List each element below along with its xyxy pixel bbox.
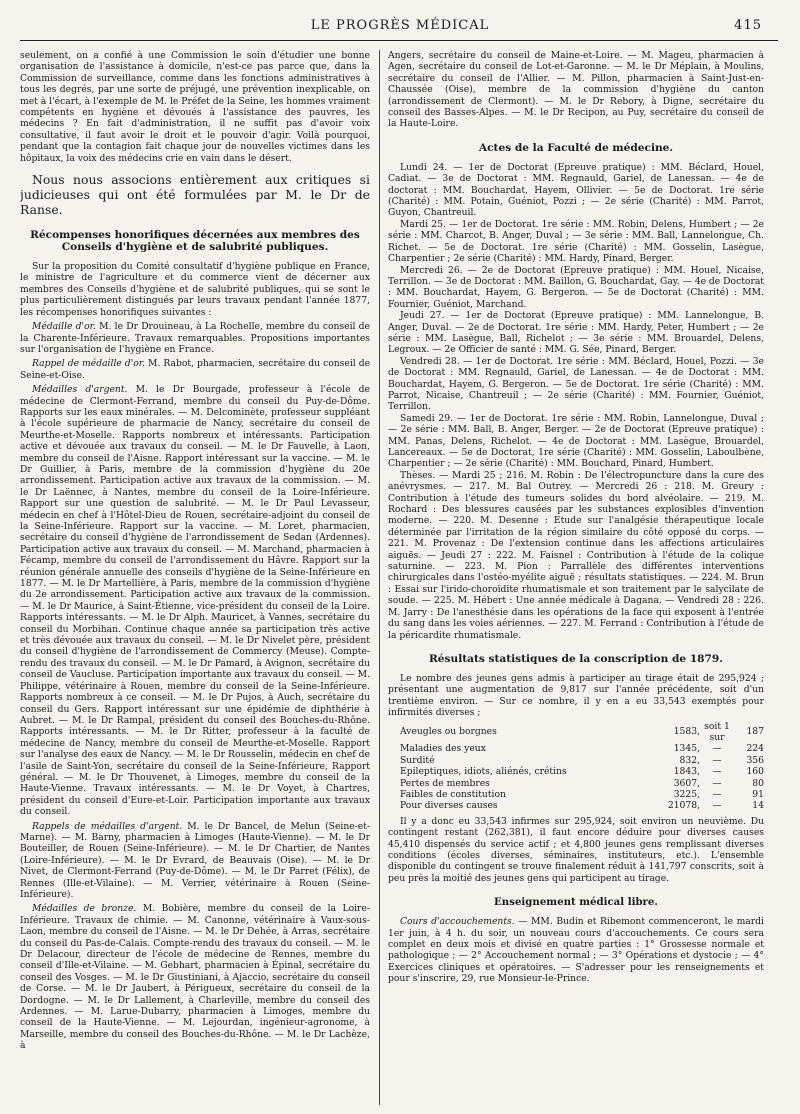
stat-label: Aveugles ou borgnes	[400, 726, 497, 738]
conscription-table	[388, 721, 764, 812]
stat-ratio-text: —	[712, 800, 722, 812]
stat-value: 1583,	[673, 726, 700, 738]
table-row	[388, 800, 764, 811]
conscription-section-title: Résultats statistiques de la conscription de 1879.	[428, 652, 723, 665]
medal-entry	[20, 384, 370, 817]
medal-title: Rappels de médailles d'argent.	[32, 820, 183, 832]
stat-value: 1345,	[673, 743, 700, 755]
faculty-day-entry: Mardi 25. — 1er de Doctorat. 1re série : MM. Robin, Delens, Humbert ; — 2e série : MM. Charcot, B. Anger, Duval ; — 3e série : MM. Ball, Lannelongue, Ch. Richet. — 5e de Doctorat. 1re série (Charité) : MM. Gosselin, Lasègue, Charpentier ; 2e série (Charité) : MM. Hardy, Pinard, Berger.	[388, 218, 764, 265]
table-row	[388, 766, 764, 777]
running-header	[0, 18, 800, 36]
page-number: 415	[734, 18, 762, 33]
awards-continuation: Angers, secrétaire du conseil de Maine-et-Loire. — M. Mageu, pharmacien à Agen, secrétaire du conseil de Lot-et-Garonne. — M. le Dr Méplain, à Moulins, secrétaire du conseil de l'Allier. — M. Pillon, pharmacien à Saint-Just-en-Chaussée (Oise), membre de la commission d'hygiène du canton (arrondissement de Clermont). — M. le Dr Rebory, à Digne, secrétaire du conseil des Basses-Alpes. — M. le Dr Recipon, au Puy, secrétaire du conseil de la Haute-Loire.	[388, 50, 764, 130]
stat-ratio-text: —	[712, 754, 722, 766]
theses-paragraph: Thèses. — Mardi 25 ; 216. M. Robin : De l'électropuncture dans la cure des anévrysmes. — 217. M. Bal Outrey. — Mercredi 26 : 218. M. Greury : Contribution à l'étude des tumeurs solides du bord alvéolaire. — 219. M. Rochard : Des blessures causées par les substances explosibles d'invention moderne. — 220. M. Desenne : Etude sur l'analgésie thérapeutique locale déterminée par l'irritation de la région similaire du côté opposé du corps. — 221. M. Provenaz : De l'extension continue dans les affections articulaires aiguës. — Jeudi 27 : 222. M. Faisnel : Contribution à l'étude de la colique saturnine. — 223. M. Pion : Parrallèle des différentes interventions chirurgicales dans l'ostéo-myélite aiguë ; résultats statistiques. — 224. M. Brun : Essai sur l'irido-choroïdite rhumatismale et son traitement par le salycilate de soude. — 225. M. Hébert : Une année médicale à Dagana. — Vendredi 28 : 226. M. Jarry : De l'anesthésie dans les opérations de la face qui exposent à l'entrée du sang dans les voies aériennes. — 227. M. Ferrand : Contribution à l'étude de la péricardite rhumatismale.	[388, 469, 764, 641]
medal-entry	[20, 321, 370, 355]
stat-label: Faibles de constitution	[400, 788, 506, 800]
stat-label: Epileptiques, idiots, aliénés, crétins	[400, 766, 567, 778]
table-row	[388, 721, 764, 744]
editorial-statement: Nous nous associons entièrement aux critiques si judicieuses qui ont été formulées par M. le Dr de Ranse.	[20, 172, 370, 218]
stat-ratio-text: —	[712, 743, 722, 755]
stat-ratio-text: —	[712, 777, 722, 789]
teaching-course-text: — MM. Budin et Ribemont commenceront, le mardi 1er juin, à 4 h. du soir, un nouveau cours d'accouchements. Ce cours sera complet en deux mois et divisé en quatre parties : 1° Grossesse normale et pathologique ; — 2° Accouchement normal ; — 3° Opérations et dystocie ; — 4° Exercices cliniques et opératoires. — S'adresser pour les renseignements et pour s'inscrire, 29, rue Monsieur-le-Prince.	[388, 916, 764, 985]
medal-title: Rappel de médaille d'or.	[32, 358, 146, 370]
stat-ratio-denominator: 91	[752, 788, 764, 800]
stat-ratio-denominator: 224	[746, 743, 764, 755]
stat-ratio-text: —	[712, 766, 722, 778]
faculty-schedule	[388, 162, 764, 470]
medals-list	[20, 321, 370, 1052]
stat-ratio-denominator: 80	[752, 777, 764, 789]
awards-section-title: Récompenses honorifiques décernées aux membres des Conseils d'hygiène et de salubrité publiques.	[30, 229, 360, 254]
medal-text: M. Bobière, membre du conseil de la Loire-Inférieure. Travaux de chimie. — M. Canonne, vétérinaire à Vaux-sous-Laon, membre du conseil de l'Aisne. — M. le Dr Dehée, à Arras, secrétaire du conseil du Pas-de-Calais. Compte-rendu des travaux du conseil. — M. le Dr Delacour, directeur de l'école de médecine de Rennes, membre du conseil d'Ille-et-Vilaine. — M. Gebhart, pharmacien à Épinal, secrétaire du conseil des Vosges. — M. le Dr Giustiniani, à Ajaccio, secrétaire du conseil de Corse. — M. le Dr Jaubert, à Périgueux, secrétaire du conseil de la Dordogne. — M. le Dr Lallement, à Charleville, membre du conseil des Ardennes. — M. Larue-Dubarry, pharmacien à Limoges, membre du conseil de la Haute-Vienne. — M. Lejourdan, ingénieur-agronome, à Marseille, membre du conseil des Bouches-du-Rhône. — M. le Dr Lachèze, à	[20, 903, 370, 1052]
table-row	[388, 778, 764, 789]
medal-entry	[20, 358, 370, 381]
stat-value: 3225,	[673, 788, 700, 800]
journal-title: LE PROGRÈS MÉDICAL	[310, 18, 490, 33]
left-column	[20, 50, 370, 1105]
stat-value: 3607,	[673, 777, 700, 789]
teaching-course-title: Cours d'accouchements.	[400, 916, 515, 928]
faculty-day-entry: Jeudi 27. — 1er de Doctorat (Epreuve pratique) : MM. Lannelongue, B. Anger, Duval. — 2e de Doctorat. 1re série : MM. Hardy, Peter, Humbert ; — 2e série : MM. Lasègue, Ball, Richelot ; — 3e série : MM. Brouardel, Delens, Legroux. — 2e Officier de santé : MM. G. Sée, Pinard, Berger.	[388, 310, 764, 356]
stat-ratio-denominator: 14	[752, 800, 764, 812]
stat-ratio-text: —	[712, 788, 722, 800]
stat-value: 1843,	[673, 766, 700, 778]
table-row	[388, 755, 764, 766]
teaching-paragraph	[388, 916, 764, 984]
medal-entry	[20, 821, 370, 901]
stat-label: Maladies des yeux	[400, 743, 486, 755]
medal-text: M. le Dr Drouineau, à La Rochelle, membre du conseil de la Charente-Inférieure. Travaux remarquables. Propositions importantes sur l'organisation de l'hygiène en France.	[20, 321, 370, 355]
faculty-day-entry: Mercredi 26. — 2e de Doctorat (Epreuve pratique) : MM. Houel, Nicaise, Terrillon. — 3e de Doctorat : MM. Baillon, G. Bouchardat, Gay. — 4e de Doctorat : MM. Bouchardat, Hayem, G. Bergeron. — 5e de Doctorat (Charité) : MM. Fournier, Guéniot, Marchand.	[388, 264, 764, 310]
teaching-section-title: Enseignement médical libre.	[494, 896, 658, 909]
medal-text: M. le Dr Bourgade, professeur à l'école de médecine de Clermont-Ferrand, membre du conseil du Puy-de-Dôme. Rapports sur les eaux minérales. — M. Delcominète, professeur suppléant à l'école supérieure de pharmacie de Nancy, secrétaire du conseil de Meurthe-et-Moselle. Rapports nombreux et intéressants. Participation active et dévouée aux travaux du conseil. — M. le Dr Fauvelle, à Laon, membre du conseil de l'Aisne. Rapport intéressant sur la vaccine. — M. le Dr Guillier, à Paris, membre de la commission d'hygiène du 20e arrondissement. Participation active aux travaux de la commission. — M. le Dr Laënnec, à Nantes, membre du conseil de la Loire-Inférieure. Rapport sur une question de salubrité. — M. le Dr Paul Levasseur, médecin en chef à l'Hôtel-Dieu de Rouen, secrétaire-adjoint du conseil de la Seine-Inférieure. Rapport sur la vaccine. — M. Loret, pharmacien, secrétaire du conseil d'hygiène de l'arrondissement de Sedan (Ardennes). Participation active aux travaux du conseil. — M. Marchand, pharmacien à Fécamp, membre du conseil de l'arrondissement du Hâvre. Rapport sur la réunion générale annuelle des conseils d'hygiène de la Seine-Inférieure en 1877. — M. le Dr Martellière, à Paris, membre de la commission d'hygiène du 2e arrondissement. Participation active aux travaux de la commission. — M. le Dr Maurice, à Saint-Étienne, vice-président du conseil de la Loire. Rapports intéressants. — M. le Dr Alph. Mauricet, à Vannes, secrétaire du conseil du Morbihan. Continue chaque année sa participation très active et très dévouée aux travaux du conseil. — M. le Dr Nivelet père, président du conseil d'hygiène de l'arrondissement de Commercy (Meuse). Compte-rendu des travaux du conseil. — M. le Dr Pamard, à Avignon, secrétaire du conseil de Vaucluse. Participation importante aux travaux du conseil. — M. Philippe, vétérinaire à Rouen, membre du conseil de la Seine-Inférieure. Rapports nombreux à ce conseil. — M. le Dr Pujos, à Auch, secrétaire du conseil du Gers. Rapport intéressant sur une épidémie de diphthérie à Aubret. — M. le Dr Rampal, président du conseil des Bouches-du-Rhône. Rapports intéressants. — M. le Dr Ritter, professeur à la faculté de médecine de Nancy, membre du conseil de Meurthe-et-Moselle. Rapport sur l'analyse des eaux de Nancy. — M. le Dr Rousselin, médecin en chef de l'asile de Saint-Yon, secrétaire du conseil de la Seine-Inférieure, Rapport général. — M. le Dr Thouvenet, à Limoges, membre du conseil de la Haute-Vienne. Travaux intéressants. — M. le Dr Voyet, à Chartres, président du conseil d'Eure-et-Loir. Participation importante aux travaux du conseil.	[20, 384, 370, 818]
stat-ratio-denominator: 356	[746, 754, 764, 766]
medal-text: M. Rabot, pharmacien, secrétaire du conseil de Seine-et-Oise.	[20, 358, 370, 381]
table-row	[388, 743, 764, 754]
medal-title: Médaille d'or.	[32, 321, 96, 333]
stat-ratio-denominator: 187	[746, 726, 764, 738]
stat-label: Pertes de membres	[400, 777, 490, 789]
stat-value: 21078,	[667, 800, 700, 812]
column-divider	[379, 50, 380, 1105]
header-rule	[20, 40, 778, 41]
stat-label: Surdité	[400, 754, 435, 766]
medal-entry	[20, 903, 370, 1051]
faculty-section-title: Actes de la Faculté de médecine.	[478, 141, 674, 154]
table-row	[388, 789, 764, 800]
medal-text: M. le Dr Bancel, de Melun (Seine-et-Marne). — M. Barny, pharmacien à Limoges (Haute-Vienne). — M. le Dr Bouteiller, de Rouen (Seine-Inférieure). — M. le Dr Chartier, de Nantes (Loire-Inférieure). — M. le Dr Evrard, de Beauvais (Oise). — M. le Dr Nivet, de Clermont-Ferrand (Puy-de-Dôme). — M. le Dr Parret (Félix), de Rennes (Ille-et-Vilaine). — M. Verrier, vétérinaire à Rouen (Seine-Inférieure).	[20, 820, 370, 900]
stat-ratio-denominator: 160	[746, 766, 764, 778]
medal-title: Médailles d'argent.	[32, 384, 128, 396]
awards-intro: Sur la proposition du Comité consultatif d'hygiène publique en France, le ministre de l'agriculture et du commerce vient de décerner aux membres des Conseils d'hygiène et de salubrité publiques, qui se sont le plus particulièrement distingués par leurs travaux pendant l'année 1877, les récompenses honorifiques suivantes :	[20, 261, 370, 318]
right-column	[388, 50, 764, 1105]
faculty-day-entry: Lundi 24. — 1er de Doctorat (Epreuve pratique) : MM. Béclard, Houel, Cadiat. — 3e de Doctorat : MM. Regnauld, Gariel, de Lanessan. — 4e de doctorat : MM. Bouchardat, Hayem, Ollivier. — 5e de Doctorat. 1re série (Charité) : MM. Potain, Guéniot, Pozzi ; — 2e série (Charité) : MM. Parrot, Guyon, Chantreuil.	[388, 161, 764, 219]
conscription-summary: Il y a donc eu 33,543 infirmes sur 295,924, soit environ un neuvième. Du contingent restant (262,381), il faut encore déduire pour diverses causes 45,410 dispensés du service actif ; et 4,800 jeunes gens remplissant diverses conditions (écoles diverses, séminaires, instituteurs, etc.). L'ensemble disponible du contingent se trouve finalement réduit à 141,797 conscrits, soit à peu près la moitié des jeunes gens qui participent au tirage.	[388, 815, 764, 884]
stat-value: 832,	[679, 754, 700, 766]
intro-paragraph: seulement, on a confié à une Commission le soin d'étudier une bonne organisation de l'assistance à domicile, n'est-ce pas parce que, dans la Commission de surveillance, comme dans les fonctions administratives à tous les degrés, par une sorte de préjugé, une prévention inexplicable, on met à l'écart, à l'exemple de M. le Préfet de la Seine, les hommes vraiment compétents en hygiène et dévoués à l'assistance des pauvres, les médecins ? En fait d'administration, il ne suffit pas d'avoir voix consultative, il faut avoir le droit et le pouvoir d'agir. Voilà pourquoi, pendant que la contagion fait chaque jour de nouvelles victimes dans les hôpitaux, la voix des médecins crie en vain dans le désert.	[20, 50, 370, 164]
stat-label: Pour diverses causes	[400, 800, 498, 812]
faculty-day-entry: Vendredi 28. — 1er de Doctorat. 1re série : MM. Béclard, Houel, Pozzi. — 3e de Doctorat : MM. Regnauld, Gariel, de Lanessan. — 4e de Doctorat : MM. Bouchardat, Hayem, G. Bergeron. — 5e de Doctorat. 1re série (Charité) : MM. Parrot, Nicaise, Chantreuil ; — 2e série (Charité) : MM. Fournier, Guéniot, Terrillon.	[388, 355, 764, 413]
conscription-intro: Le nombre des jeunes gens admis à participer au tirage était de 295,924 ; présentant une augmentation de 9,817 sur l'année précédente, soit d'un trentième environ. — Sur ce nombre, il y en a eu 33,543 exemptés pour infirmités diverses ;	[388, 672, 764, 719]
medal-title: Médailles de bronze.	[32, 903, 137, 915]
stat-ratio-text: soit 1 sur	[704, 720, 730, 743]
faculty-day-entry: Samedi 29. — 1er de Doctorat. 1re série : MM. Robin, Lannelongue, Duval ; — 2e série : MM. Ball, B. Anger, Berger. — 2e de Doctorat (Epreuve pratique) : MM. Panas, Delens, Richelot. — 4e de Doctorat : MM. Lasègue, Brouardel, Lancereaux. — 5e de Doctorat, 1re série (Charité) : MM. Gosselin, Laboulbène, Charpentier ; — 2e série (Charité) : MM. Bouchard, Pinard, Humbert.	[388, 412, 764, 470]
